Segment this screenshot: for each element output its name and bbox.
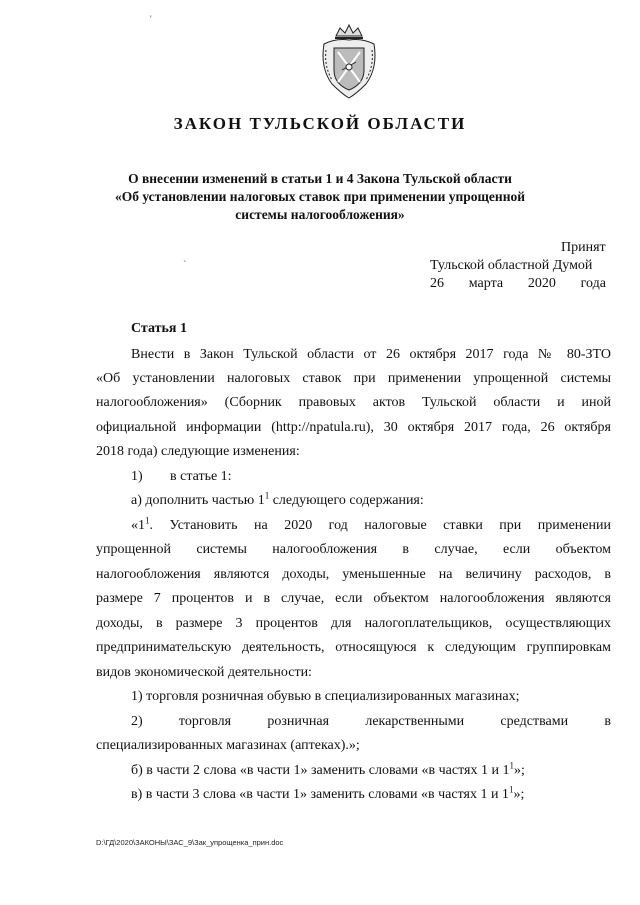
file-path-footer: D:\ГД\2020\ЗАКОНЫ\ЗАС_9\Зак_упрощенка_прин.doc xyxy=(96,838,284,847)
intro-line: Внести в Закон Тульской области от 26 октября 2017 года № 80-ЗТО xyxy=(131,347,611,362)
scan-mark: ˋ xyxy=(183,260,187,271)
list-item: 2) торговля розничная лекарственными средствами в xyxy=(131,714,611,729)
intro-line: официальной информации (http://npatula.ru), 30 октября 2017 года, 26 октября xyxy=(96,420,611,435)
article-heading: Статья 1 xyxy=(131,321,187,336)
quote-line: размере 7 процентов и в случае, если объектом налогообложения являются xyxy=(96,591,611,606)
adopted-day: 26 xyxy=(430,276,444,291)
adopted-month: марта xyxy=(468,276,504,291)
law-title: ЗАКОН ТУЛЬСКОЙ ОБЛАСТИ xyxy=(173,114,467,133)
item-text: в статье 1: xyxy=(170,469,232,484)
quote-line: «$1^1$. Установить на 2020 год налоговые ставки при применении xyxy=(131,515,611,533)
adopted-label: Принят xyxy=(561,240,606,255)
adopted-year: 2020 xyxy=(527,276,556,291)
list-item-continuation: специализированных магазинах (аптеках).»; xyxy=(96,738,360,753)
adopted-year-word: года xyxy=(580,276,606,291)
law-subtitle xyxy=(80,170,560,224)
subtitle-line: системы налогообложения» xyxy=(235,207,405,222)
subtitle-line: О внесении изменений в статьи 1 и 4 Закона Тульской области xyxy=(128,171,512,186)
subitem-b: б) в части 2 слова «в части 1» заменить словами «в частях 1 и $1^1$»; xyxy=(131,760,525,778)
tula-coat-of-arms-icon xyxy=(318,22,380,100)
scan-mark: ' xyxy=(150,14,152,24)
list-item: 1) торговля розничная обувью в специализированных магазинах; xyxy=(131,689,520,704)
intro-line: «Об установлении налоговых ставок при применении упрощенной системы xyxy=(96,371,611,386)
adopted-date xyxy=(430,275,606,293)
subitem-a: а) дополнить частью $1^1$ следующего содержания: xyxy=(131,490,424,508)
quote-line: видов экономической деятельности: xyxy=(96,665,312,680)
subitem-c: в) в части 3 слова «в части 1» заменить словами «в частях 1 и $1^1$»; xyxy=(131,784,525,802)
quote-line: упрощенной системы налогообложения в случае, если объектом xyxy=(96,542,611,557)
intro-line: 2018 года) следующие изменения: xyxy=(96,444,300,459)
quote-line: доходы, в размере 3 процентов для налогоплательщиков, осуществляющих xyxy=(96,616,611,631)
item-number: 1) xyxy=(131,469,143,484)
intro-line: налогообложения» (Сборник правовых актов Тульской области и иной xyxy=(96,395,611,410)
quote-line: налогообложения являются доходы, уменьшенные на величину расходов, в xyxy=(96,567,611,582)
adopted-body: Тульской областной Думой xyxy=(430,258,593,273)
quote-line: предпринимательскую деятельность, относящуюся к следующим группировкам xyxy=(96,640,611,655)
subtitle-line: «Об установлении налоговых ставок при применении упрощенной xyxy=(114,189,526,204)
